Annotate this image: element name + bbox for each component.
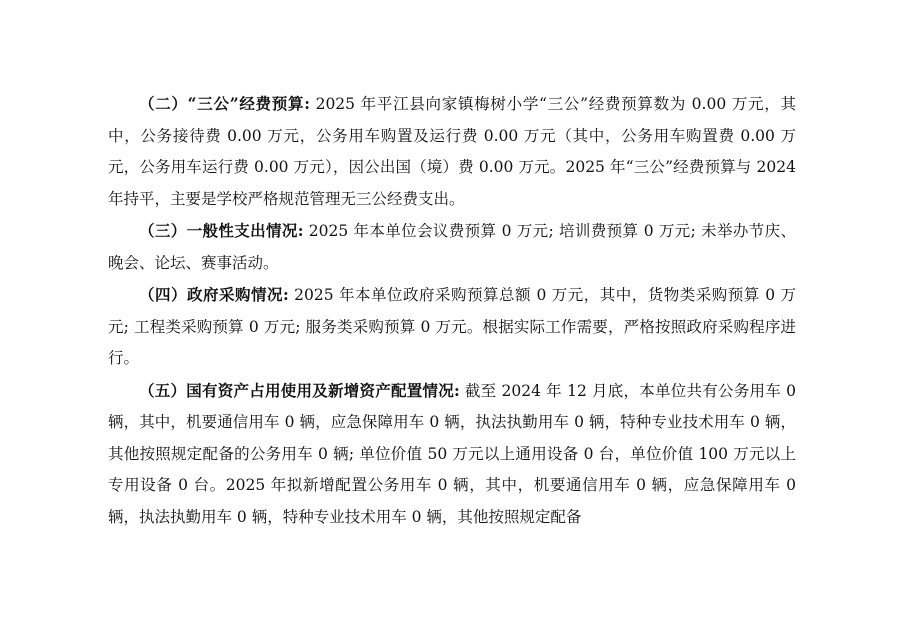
paragraph-heading: （二）“三公”经费预算: — [139, 94, 310, 113]
paragraph-heading: （四）政府采购情况: — [139, 285, 289, 304]
paragraph-government-procurement — [108, 279, 796, 375]
paragraph-general-expenses — [108, 215, 796, 279]
paragraph-body: 2025 年本单位政府采购预算总额 0 万元，其中，货物类采购预算 0 万元; 工程类采购预算 0 万元; 服务类采购预算 0 万元。根据实际工作需要，严格按照政府采购程序进行。 — [108, 286, 796, 367]
paragraph-three-public-expenses — [108, 88, 796, 215]
paragraph-body: 2025 年平江县向家镇梅树小学“三公”经费预算数为 0.00 万元，其中，公务接待费 0.00 万元，公务用车购置及运行费 0.00 万元（其中，公务用车购置费 0.00 万元，公务用车运行费 0.00 万元），因公出国（境）费 0.00 万元。2025 年“三公”经费预算与 2024 年持平，主要是学校严格规范管理无三公经费支出。 — [108, 95, 796, 208]
document-page — [108, 88, 796, 533]
paragraph-body: 2025 年本单位会议费预算 0 万元; 培训费预算 0 万元; 未举办节庆、晚会、论坛、赛事活动。 — [108, 222, 796, 272]
paragraph-state-assets — [108, 375, 796, 534]
paragraph-heading: （五）国有资产占用使用及新增资产配置情况: — [139, 380, 460, 400]
paragraph-heading: （三）一般性支出情况: — [139, 221, 304, 240]
paragraph-body: 截至 2024 年 12 月底，本单位共有公务用车 0 辆，其中，机要通信用车 0 辆，应急保障用车 0 辆，执法执勤用车 0 辆，特种专业技术用车 0 辆，其他按照规定配备的公务用车 0 辆; 单位价值 50 万元以上通用设备 0 台，单位价值 100 万元以上专用设备 0 台。2025 年拟新增配置公务用车 0 辆，其中，机要通信用车 0 辆，应急保障用车 0 辆，执法执勤用车 0 辆，特种专业技术用车 0 辆，其他按照规定配备 — [108, 381, 796, 526]
